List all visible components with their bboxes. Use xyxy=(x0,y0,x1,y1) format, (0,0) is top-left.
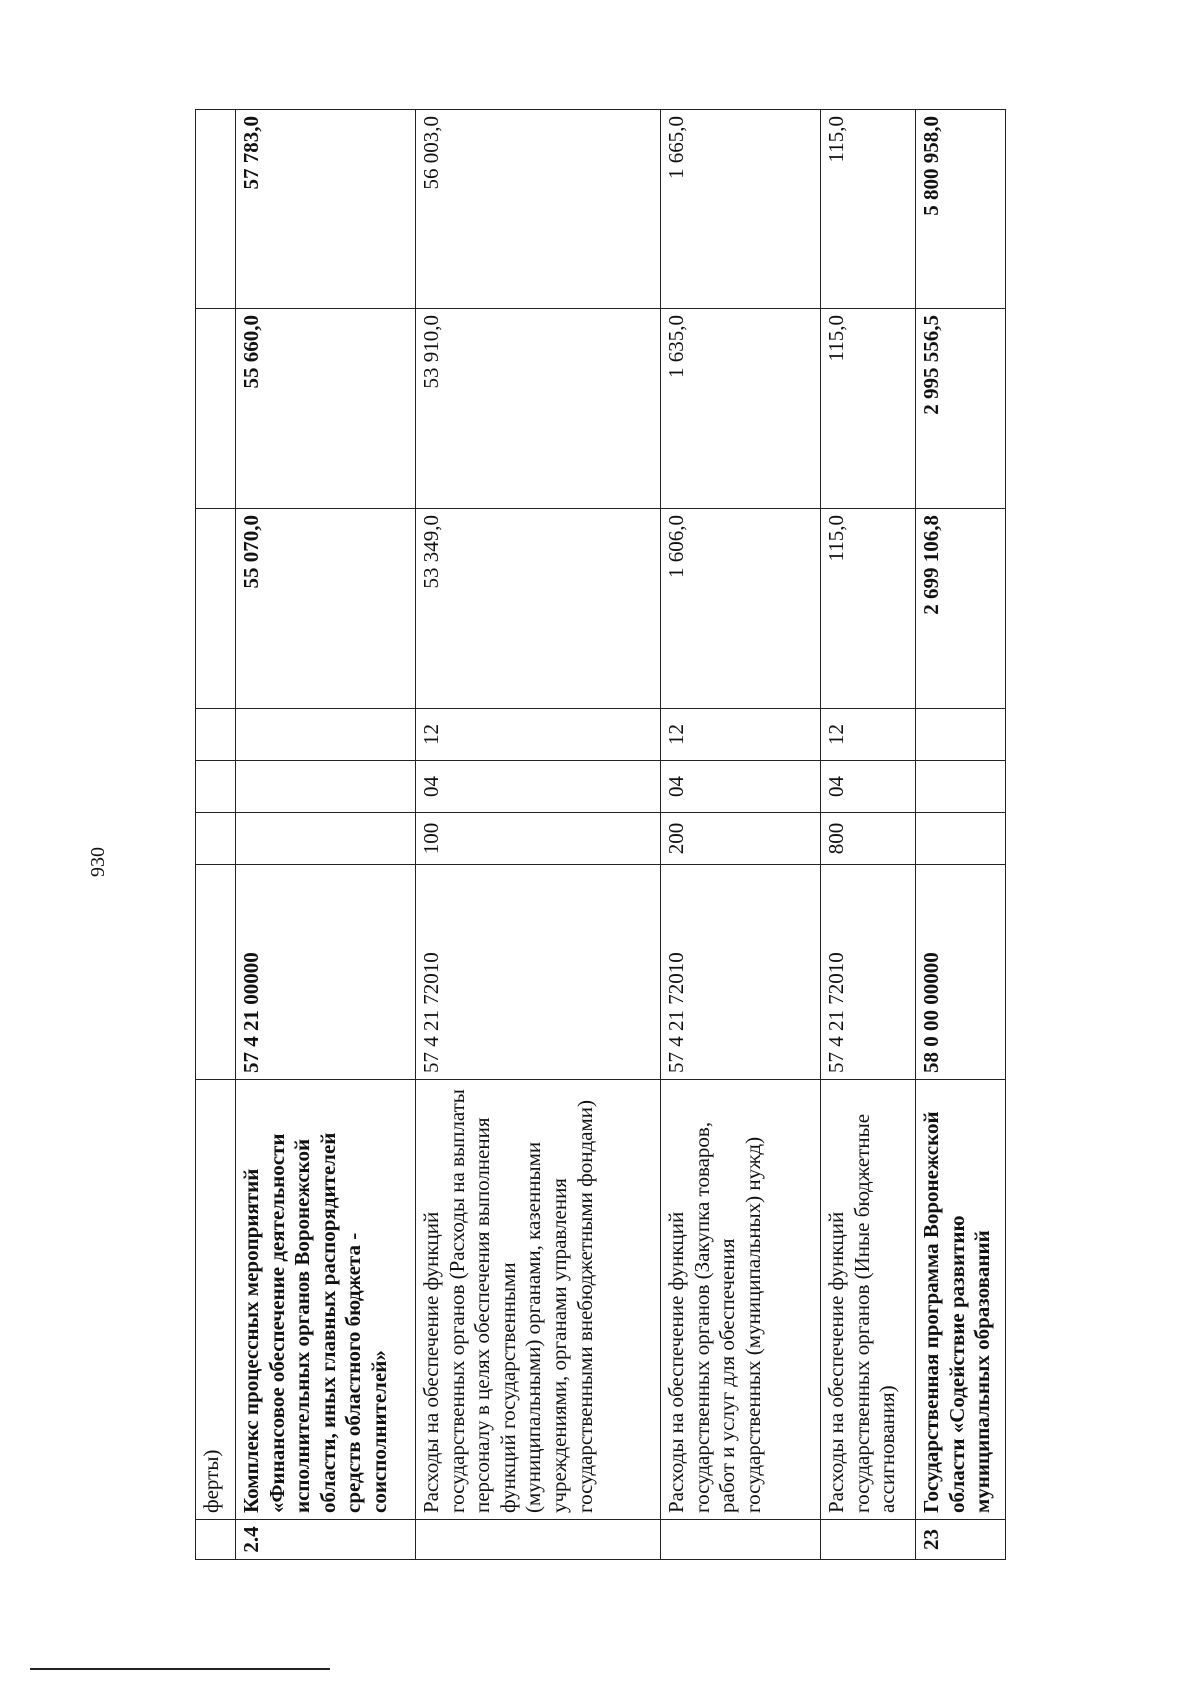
cell-vr xyxy=(916,813,1006,865)
cell-y3: 1 665,0 xyxy=(661,110,821,309)
table-row xyxy=(821,110,916,1560)
cell-idx xyxy=(661,1520,821,1560)
cell-y3 xyxy=(196,110,236,309)
table-row xyxy=(661,110,821,1560)
cell-pr xyxy=(196,709,236,761)
cell-name: Расходы на обеспечение функций государственных органов (Закупка товаров, работ и услуг для обеспечения государственных (муниципальных) нужд) xyxy=(661,1080,821,1520)
cell-rz: 04 xyxy=(416,761,661,813)
cell-idx xyxy=(196,1520,236,1560)
cell-vr xyxy=(236,813,416,865)
cell-name: Расходы на обеспечение функций государственных органов (Расходы на выплаты персоналу в целях обеспечения выполнения функций государственными (муниципальными) органами, казенными учреждениями, органами управления государственными внебюджетными фондами) xyxy=(416,1080,661,1520)
cell-idx xyxy=(821,1520,916,1560)
cell-pr xyxy=(236,709,416,761)
cell-idx: 2.4 xyxy=(236,1520,416,1560)
cell-y3: 115,0 xyxy=(821,110,916,309)
budget-table xyxy=(195,109,1006,1560)
cell-code: 57 4 21 72010 xyxy=(661,865,821,1080)
table-row xyxy=(236,110,416,1560)
cell-vr: 200 xyxy=(661,813,821,865)
cell-pr xyxy=(916,709,1006,761)
table-body xyxy=(196,110,1006,1560)
cell-code xyxy=(196,865,236,1080)
cell-code: 57 4 21 00000 xyxy=(236,865,416,1080)
cell-code: 57 4 21 72010 xyxy=(821,865,916,1080)
cell-name: Государственная программа Воронежской области «Содействие развитию муниципальных образований xyxy=(916,1080,1006,1520)
cell-y2: 115,0 xyxy=(821,309,916,509)
cell-y1 xyxy=(196,509,236,709)
cell-y1: 115,0 xyxy=(821,509,916,709)
cell-vr: 800 xyxy=(821,813,916,865)
budget-table-container xyxy=(195,110,1085,1560)
cell-y2: 1 635,0 xyxy=(661,309,821,509)
cell-y1: 2 699 106,8 xyxy=(916,509,1006,709)
cell-y3: 5 800 958,0 xyxy=(916,110,1006,309)
cell-y2: 2 995 556,5 xyxy=(916,309,1006,509)
cell-rz xyxy=(196,761,236,813)
cell-pr: 12 xyxy=(821,709,916,761)
cell-rz: 04 xyxy=(821,761,916,813)
cell-pr: 12 xyxy=(661,709,821,761)
table-row xyxy=(416,110,661,1560)
cell-name: Комплекс процессных мероприятий «Финансовое обеспечение деятельности исполнительных органов Воронежской области, иных главных распорядителей средств областного бюджета - соисполнителей» xyxy=(236,1080,416,1520)
footer-rule xyxy=(30,1668,330,1670)
cell-y1: 53 349,0 xyxy=(416,509,661,709)
cell-idx: 23 xyxy=(916,1520,1006,1560)
cell-y2 xyxy=(196,309,236,509)
cell-y3: 57 783,0 xyxy=(236,110,416,309)
cell-pr: 12 xyxy=(416,709,661,761)
cell-vr: 100 xyxy=(416,813,661,865)
cell-y2: 53 910,0 xyxy=(416,309,661,509)
cell-y3: 56 003,0 xyxy=(416,110,661,309)
cell-vr xyxy=(196,813,236,865)
cell-y2: 55 660,0 xyxy=(236,309,416,509)
table-row xyxy=(196,110,236,1560)
page-number: 930 xyxy=(87,847,109,877)
cell-name: ферты) xyxy=(196,1080,236,1520)
cell-code: 58 0 00 00000 xyxy=(916,865,1006,1080)
cell-rz xyxy=(916,761,1006,813)
cell-idx xyxy=(416,1520,661,1560)
cell-y1: 1 606,0 xyxy=(661,509,821,709)
cell-rz: 04 xyxy=(661,761,821,813)
cell-rz xyxy=(236,761,416,813)
cell-code: 57 4 21 72010 xyxy=(416,865,661,1080)
table-row xyxy=(916,110,1006,1560)
cell-name: Расходы на обеспечение функций государственных органов (Иные бюджетные ассигнования) xyxy=(821,1080,916,1520)
cell-y1: 55 070,0 xyxy=(236,509,416,709)
